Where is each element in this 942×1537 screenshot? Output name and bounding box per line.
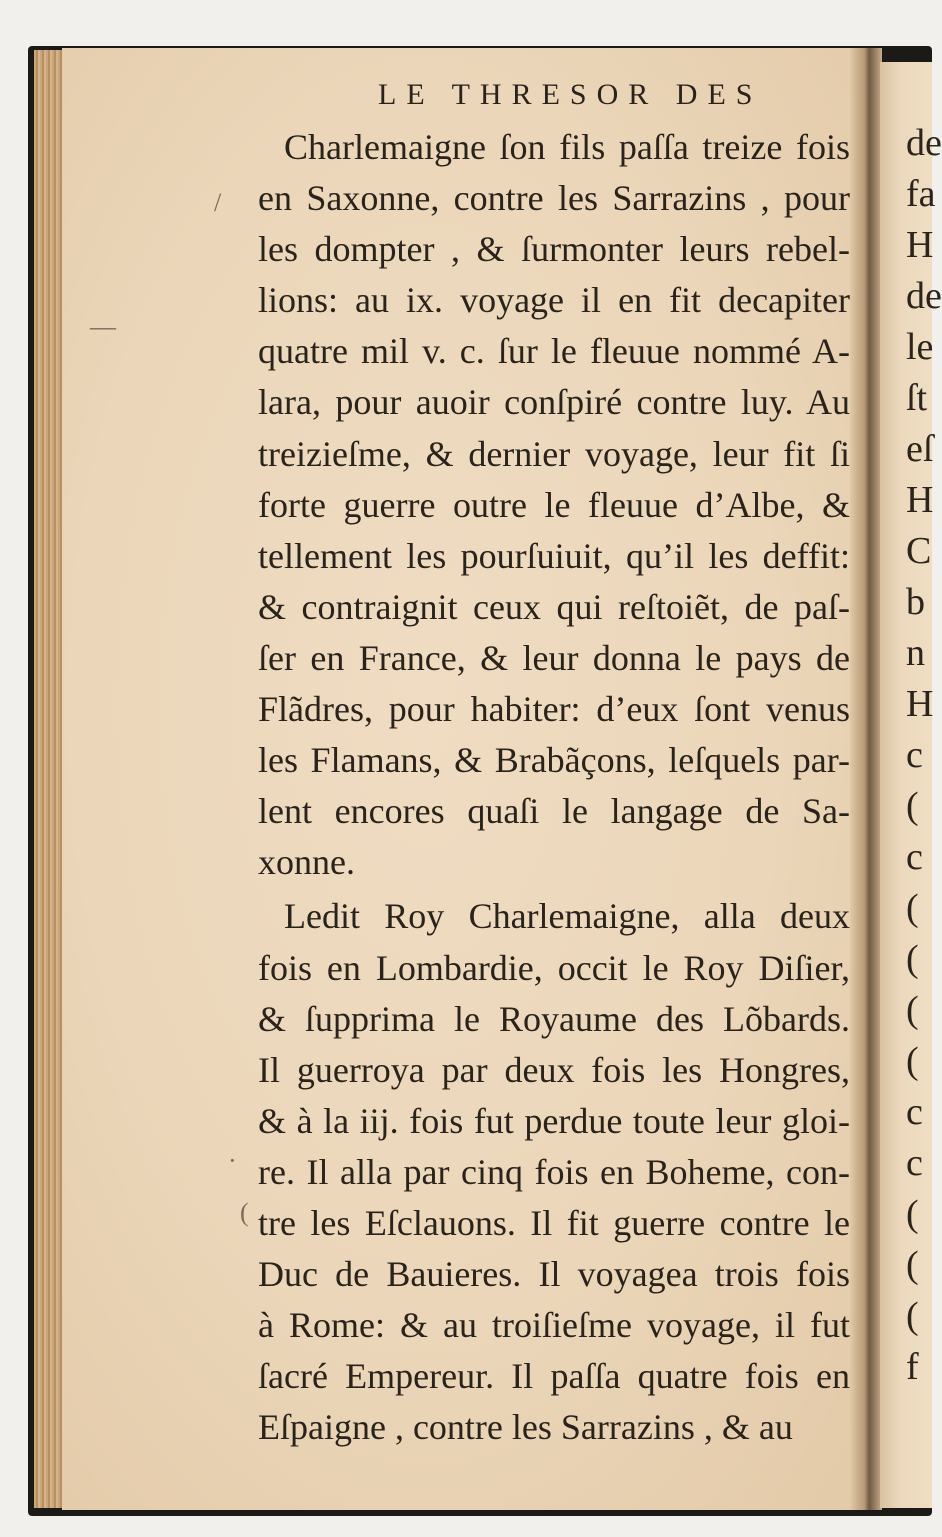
text-line: les dompter , & ſurmonter leurs rebel- (258, 229, 850, 270)
text-line: en Saxonne, contre les Sarrazins , pour (258, 178, 850, 219)
text-line: re. Il alla par cinq fois en Boheme, con- (258, 1151, 850, 1192)
text-line: forte guerre outre le fleuue d’Albe, & (258, 484, 850, 525)
margin-mark: ( (240, 1198, 249, 1227)
facing-page-fragment: ( (906, 1193, 919, 1235)
text-block (258, 122, 850, 1453)
text-line: tre les Eſclauons. Il fit guerre contre le (258, 1202, 850, 1243)
text-line: treizieſme, & dernier voyage, leur fit ſi (258, 433, 850, 474)
facing-page-fragment: H (906, 479, 934, 521)
facing-page-fragment: ſt (906, 377, 928, 419)
book-gutter (850, 48, 882, 1510)
facing-page-fragment: f (906, 1346, 919, 1388)
text-line: les Flamans, & Brabãçons, leſquels par- (258, 740, 850, 781)
text-line: Eſpaigne , contre les Sarrazins , & au (258, 1407, 793, 1448)
text-line: ſacré Empereur. Il paſſa quatre fois en (258, 1356, 850, 1397)
text-line: & à la iij. fois fut perdue toute leur gloi- (258, 1100, 850, 1141)
facing-page (880, 62, 942, 1508)
facing-page-fragment: C (906, 530, 932, 572)
text-line: ſer en France, & leur donna le pays de (258, 637, 850, 678)
facing-page-fragment: ( (906, 938, 919, 980)
facing-page-fragment: b (906, 581, 925, 623)
text-line: Charlemaigne ſon fils paſſa treize fois (284, 127, 850, 167)
facing-page-fragment: de (906, 122, 942, 164)
text-line: xonne. (258, 842, 355, 883)
margin-mark: — (90, 312, 116, 341)
text-line: Ledit Roy Charlemaigne, alla deux (284, 896, 850, 937)
facing-page-fragment: H (906, 683, 934, 725)
facing-page-fragment: c (906, 1091, 923, 1133)
facing-page-fragment: ( (906, 1040, 919, 1082)
facing-page-fragment: H (906, 224, 934, 266)
facing-page-fragment: c (906, 1142, 923, 1184)
facing-page-fragment: le (906, 326, 934, 368)
text-line: lions: au ix. voyage il en fit decapiter (258, 280, 850, 321)
margin-mark: · (228, 1146, 237, 1175)
facing-page-fragment: c (906, 836, 923, 878)
facing-page-fragment: ( (906, 887, 919, 929)
text-line: quatre mil v. c. ſur le fleuue nommé A- (258, 331, 850, 372)
facing-page-fragment: ( (906, 1295, 919, 1337)
margin-mark: / (214, 188, 222, 217)
text-line: & ſupprima le Royaume des Lõbards. (258, 998, 850, 1039)
page-edges (34, 50, 64, 1508)
text-line: à Rome: & au troiſieſme voyage, il fut (258, 1305, 850, 1346)
facing-page-fragment: n (906, 632, 925, 674)
text-line: lara, pour auoir conſpiré contre luy. Au (258, 382, 850, 423)
facing-page-fragment: c (906, 734, 923, 776)
text-line: Flãdres, pour habiter: d’eux ſont venus (258, 689, 850, 730)
text-line: fois en Lombardie, occit le Roy Diſier, (258, 947, 850, 988)
facing-page-fragment: ( (906, 989, 919, 1031)
text-line: Duc de Bauieres. Il voyagea trois fois (258, 1254, 850, 1295)
facing-page-fragment: ( (906, 1244, 919, 1286)
running-head: LE THRESOR DES (378, 78, 763, 111)
text-line: Il guerroya par deux fois les Hongres, (258, 1049, 850, 1090)
text-line: & contraignit ceux qui reſtoiẽt, de paſ- (258, 586, 850, 627)
facing-page-fragment: fa (906, 173, 936, 215)
facing-page-fragment: eſ (906, 428, 934, 470)
text-line: lent encores quaſi le langage de Sa- (258, 791, 850, 832)
facing-page-fragment: ( (906, 785, 919, 827)
facing-page-fragment: de (906, 275, 942, 317)
text-line: tellement les pourſuiuit, qu’il les deffit: (258, 535, 850, 576)
